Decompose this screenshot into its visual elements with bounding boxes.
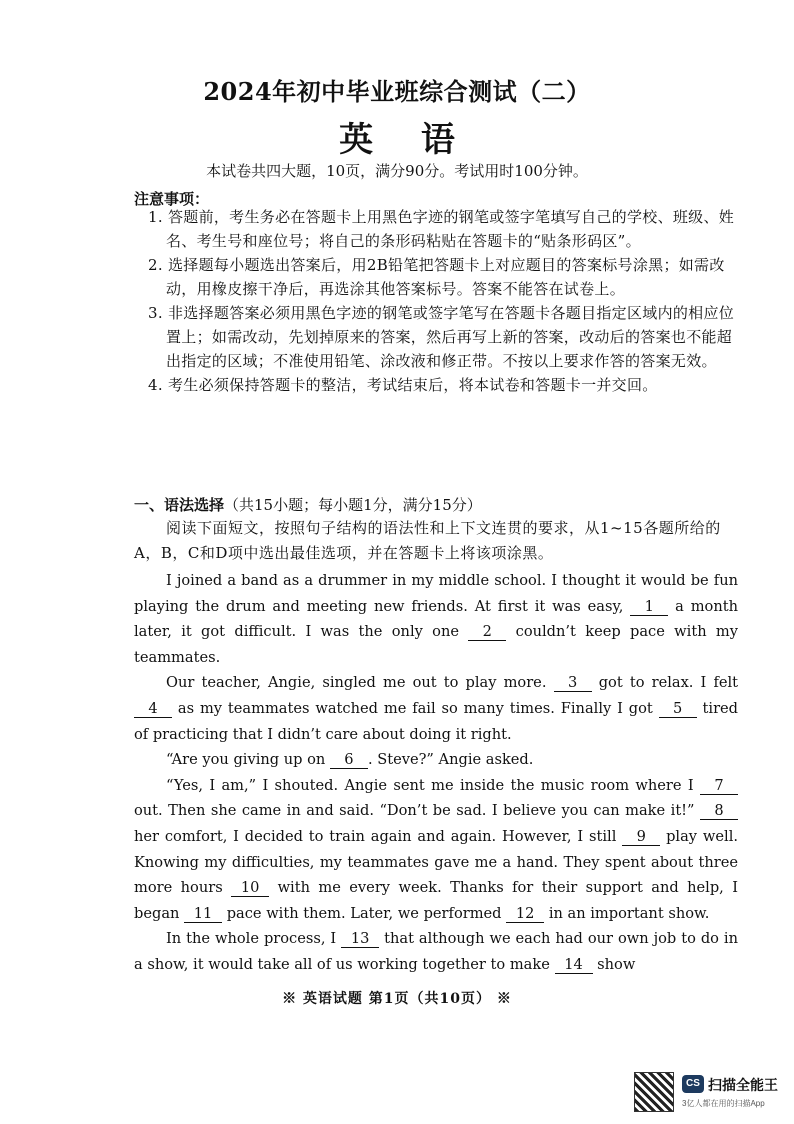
passage-text: got to relax. I felt [598, 674, 739, 692]
page-footer: ※ 英语试题 第1页（共10页） ※ [282, 991, 512, 1007]
blank-7: 7 [700, 777, 738, 795]
blank-5: 5 [659, 700, 697, 718]
passage-paragraph [134, 747, 738, 773]
passage-text: “Yes, I am,” I shouted. Angie sent me inside the music room where I [166, 776, 694, 794]
blank-11: 11 [184, 905, 222, 923]
scanner-brand: 扫描全能王 [708, 1077, 778, 1093]
notice-item-2: 2. 选择题每小题选出答案后，用2B铅笔把答题卡上对应题目的答案标号涂黑；如需改动，用橡皮擦干净后，再选涂其他答案标号。答案不能答在试卷上。 [148, 256, 725, 298]
blank-2: 2 [468, 623, 506, 641]
passage-text: couldn’t keep pace with my teammates. [134, 623, 739, 666]
scanner-tagline: 3亿人都在用的扫描App [682, 1099, 765, 1108]
blank-6: 6 [330, 751, 368, 769]
passage-text: out. Then she came in and said. “Don’t be sad. I believe you can make it!” [134, 802, 695, 820]
passage-paragraph [134, 926, 738, 977]
passage-text: I joined a band as a drummer in my middle school. I thought it would be fun playing the drum and meeting new friends. At first it was easy, [134, 572, 738, 615]
section-heading [134, 494, 482, 515]
blank-4: 4 [134, 700, 172, 718]
notice-list [136, 205, 740, 397]
passage-paragraph [134, 568, 738, 670]
passage-text: a month later, it got difficult. I was the only one [134, 597, 739, 641]
blank-12: 12 [506, 905, 544, 923]
blank-1: 1 [630, 598, 668, 616]
subject-title: 英 语 [339, 120, 473, 160]
notice-heading: 注意事项： [134, 190, 210, 208]
passage-text: “Are you giving up on [166, 751, 326, 769]
passage-text: tired of practicing that I didn’t care about doing it right. [134, 699, 739, 743]
cloze-passage [134, 568, 738, 978]
notice-item-3: 3. 非选择题答案必须用黑色字迹的钢笔或签字笔写在答题卡各题目指定区域内的相应位置上；如需改动，先划掉原来的答案，然后再写上新的答案，改动后的答案也不能超出指定的区域；不准使用铅笔、涂改液和修正带。不按以上要求作答的答案无效。 [148, 304, 735, 370]
passage-text: with me every week. Thanks for their support and help, I began [134, 879, 738, 922]
passage-text: pace with them. Later, we performed [226, 904, 502, 922]
blank-13: 13 [341, 930, 379, 948]
blank-8: 8 [700, 802, 738, 820]
passage-text: her comfort, I decided to train again and again. However, I still [134, 827, 617, 845]
exam-title: 2024年初中毕业班综合测试（二） [203, 77, 591, 106]
passage-text: Our teacher, Angie, singled me out to play more. [166, 674, 547, 692]
blank-10: 10 [231, 879, 269, 897]
passage-text: show [597, 955, 636, 973]
exam-intro: 本试卷共四大题，10页，满分90分。考试用时100分钟。 [206, 162, 588, 180]
passage-text: In the whole process, I [166, 930, 337, 948]
passage-text: as my teammates watched me fail so many times. Finally I got [177, 699, 653, 717]
blank-9: 9 [622, 828, 660, 846]
scanner-watermark [634, 1072, 794, 1114]
blank-3: 3 [554, 674, 592, 692]
passage-text: in an important show. [548, 904, 710, 922]
notice-item-4: 4. 考生必须保持答题卡的整洁，考试结束后，将本试卷和答题卡一并交回。 [148, 376, 658, 394]
notice-item-1: 1. 答题前，考生务必在答题卡上用黑色字迹的钢笔或签字笔填写自己的学校、班级、姓名、考生号和座位号；将自己的条形码粘贴在答题卡的“贴条形码区”。 [148, 208, 735, 250]
passage-text: . Steve?” Angie asked. [367, 751, 534, 769]
passage-text: that although we each had our own job to do in a show, it would take all of us working together to make [134, 930, 738, 973]
camscanner-logo-icon: CS [682, 1075, 704, 1093]
passage-text: play well. Knowing my difficulties, my teammates gave me a hand. They spent about three more hours [134, 827, 739, 897]
passage-paragraph [134, 773, 738, 927]
section-directions: 阅读下面短文，按照句子结构的语法性和上下文连贯的要求，从1~15各题所给的A，B，C和D项中选出最佳选项，并在答题卡上将该项涂黑。 [134, 519, 721, 562]
section-subtitle: （共15小题；每小题1分，满分15分） [224, 496, 482, 514]
qr-code-icon [634, 1072, 674, 1112]
passage-paragraph [134, 670, 738, 747]
section-title: 一、语法选择 [134, 496, 225, 514]
blank-14: 14 [555, 956, 593, 974]
